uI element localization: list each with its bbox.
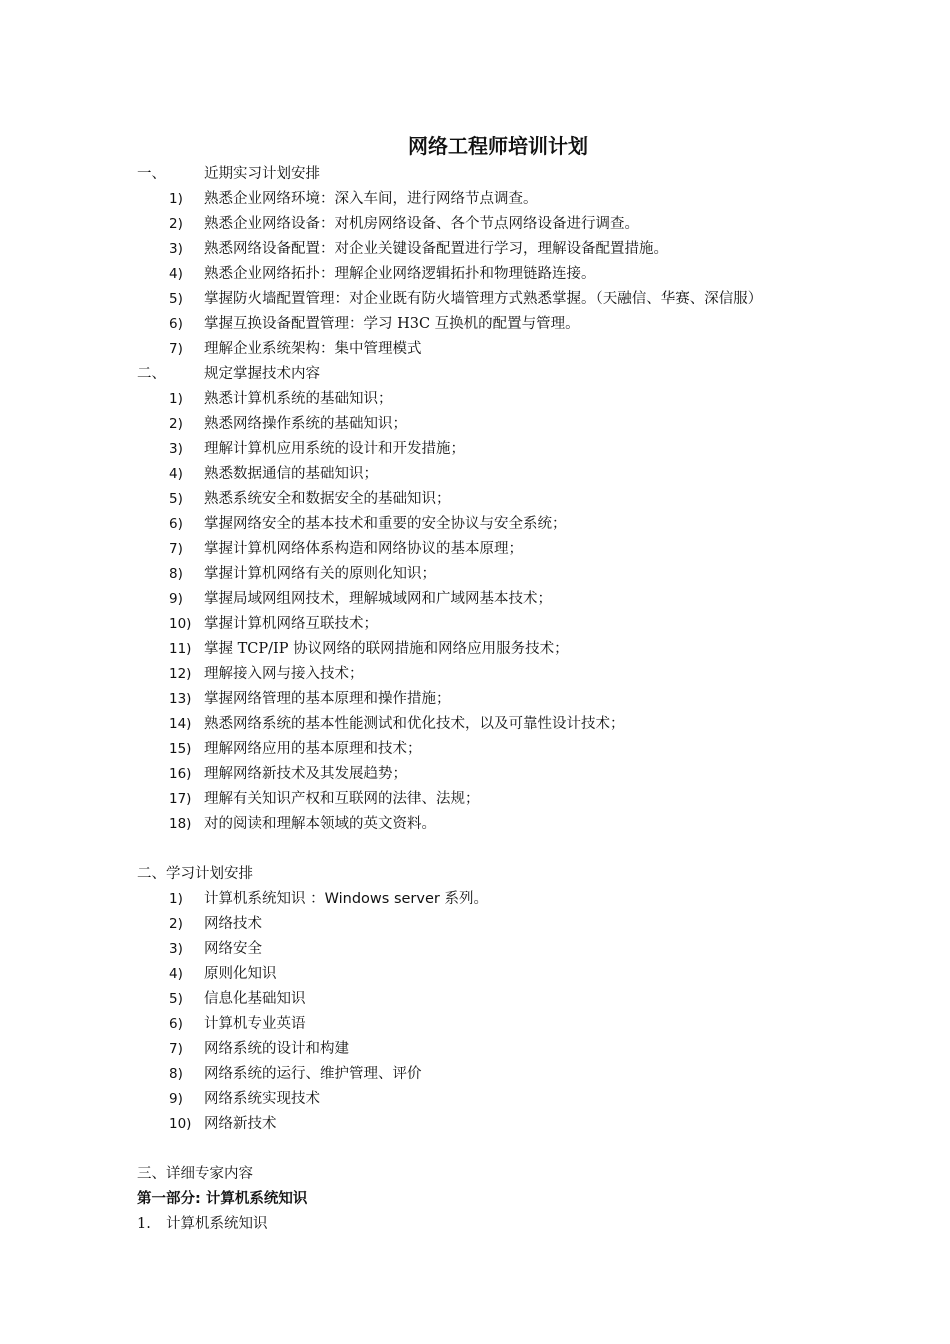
list-item-number: 13) bbox=[169, 691, 192, 707]
section-label: 规定掌握技术内容 bbox=[204, 366, 320, 382]
list-item-number: 2) bbox=[169, 916, 183, 932]
section-number: 一、 bbox=[137, 166, 166, 182]
list-item-number: 10) bbox=[169, 616, 192, 632]
list-item bbox=[137, 1087, 917, 1112]
list-item bbox=[137, 787, 917, 812]
list-item-number: 5) bbox=[169, 991, 183, 1007]
list-item-text: 计算机系统知识 ：Windows server 系列。 bbox=[204, 891, 488, 907]
list-item-number: 11) bbox=[169, 641, 192, 657]
list-item-text: 熟悉企业网络环境：深入车间，进行网络节点调查。 bbox=[204, 191, 538, 207]
list-item bbox=[137, 762, 917, 787]
list-item bbox=[137, 237, 917, 262]
list-item-number: 4) bbox=[169, 266, 183, 282]
list-item-text: 掌握防火墙配置管理：对企业既有防火墙管理方式熟悉掌握。（天融信、华赛、深信服） bbox=[204, 291, 763, 307]
list-item-text: 网络系统的运行、维护管理、评价 bbox=[204, 1066, 422, 1082]
list-item-number: 9) bbox=[169, 591, 183, 607]
list-item bbox=[137, 262, 917, 287]
blank-line bbox=[137, 837, 917, 862]
section-heading bbox=[137, 1162, 917, 1187]
sub-number: 1. bbox=[137, 1216, 151, 1232]
list-item-number: 5) bbox=[169, 291, 183, 307]
list-item-text: 掌握网络安全的基本技术和重要的安全协议与安全系统； bbox=[204, 516, 567, 532]
list-item bbox=[137, 1112, 917, 1137]
list-item-text: 原则化知识 bbox=[204, 966, 277, 982]
list-item bbox=[137, 887, 917, 912]
blank-line bbox=[137, 1137, 917, 1162]
list-item bbox=[137, 462, 917, 487]
list-item bbox=[137, 612, 917, 637]
list-item-text: 理解网络新技术及其发展趋势； bbox=[204, 766, 407, 782]
list-item-number: 4) bbox=[169, 466, 183, 482]
section-label: 二、学习计划安排 bbox=[137, 866, 253, 882]
list-item-text: 理解企业系统架构：集中管理模式 bbox=[204, 341, 422, 357]
list-item-number: 14) bbox=[169, 716, 192, 732]
list-item-text: 熟悉系统安全和数据安全的基础知识； bbox=[204, 491, 451, 507]
list-item-text: 理解有关知识产权和互联网的法律、法规； bbox=[204, 791, 480, 807]
list-item-text: 对的阅读和理解本领域的英文资料。 bbox=[204, 816, 436, 832]
page-title: 网络工程师培训计划 bbox=[408, 134, 588, 158]
section-heading bbox=[137, 162, 917, 187]
list-item-number: 6) bbox=[169, 516, 183, 532]
list-item bbox=[137, 712, 917, 737]
list-item-number: 6) bbox=[169, 316, 183, 332]
list-item bbox=[137, 187, 917, 212]
list-item-text: 熟悉网络系统的基本性能测试和优化技术，以及可靠性设计技术； bbox=[204, 716, 625, 732]
list-item bbox=[137, 437, 917, 462]
list-item-number: 10) bbox=[169, 1116, 192, 1132]
list-item-text: 掌握计算机网络有关的原则化知识； bbox=[204, 566, 436, 582]
part-heading: 第一部分: 计算机系统知识 bbox=[137, 1191, 308, 1207]
list-item bbox=[137, 412, 917, 437]
list-item bbox=[137, 287, 917, 312]
section3-list bbox=[137, 887, 917, 1137]
list-item-number: 4) bbox=[169, 966, 183, 982]
list-item-number: 1) bbox=[169, 891, 183, 907]
list-item-text: 网络系统的设计和构建 bbox=[204, 1041, 349, 1057]
list-item-number: 1) bbox=[169, 391, 183, 407]
section2-list bbox=[137, 387, 917, 837]
list-item-text: 掌握 TCP/IP 协议网络的联网措施和网络应用服务技术； bbox=[204, 641, 569, 657]
sub-text: 计算机系统知识 bbox=[166, 1216, 268, 1232]
list-item bbox=[137, 737, 917, 762]
list-item-text: 网络技术 bbox=[204, 916, 262, 932]
list-item-number: 8) bbox=[169, 566, 183, 582]
section1-list bbox=[137, 187, 917, 362]
list-item bbox=[137, 937, 917, 962]
section-label: 三、详细专家内容 bbox=[137, 1166, 253, 1182]
list-item bbox=[137, 212, 917, 237]
list-item-number: 2) bbox=[169, 216, 183, 232]
list-item-text: 理解计算机应用系统的设计和开发措施； bbox=[204, 441, 465, 457]
list-item-number: 7) bbox=[169, 1041, 183, 1057]
section-label: 近期实习计划安排 bbox=[204, 166, 320, 182]
list-item bbox=[137, 962, 917, 987]
list-item bbox=[137, 912, 917, 937]
document-body bbox=[137, 162, 917, 1237]
list-item-text: 熟悉企业网络拓扑：理解企业网络逻辑拓扑和物理链路连接。 bbox=[204, 266, 596, 282]
list-item-text: 掌握网络管理的基本原理和操作措施； bbox=[204, 691, 451, 707]
list-item-number: 3) bbox=[169, 941, 183, 957]
list-item-text: 掌握互换设备配置管理：学习 H3C 互换机的配置与管理。 bbox=[204, 316, 580, 332]
list-item-number: 7) bbox=[169, 541, 183, 557]
list-item bbox=[137, 1012, 917, 1037]
section-heading bbox=[137, 862, 917, 887]
list-item-text: 熟悉网络操作系统的基础知识； bbox=[204, 416, 407, 432]
list-item bbox=[137, 987, 917, 1012]
list-item-number: 3) bbox=[169, 241, 183, 257]
list-item-number: 1) bbox=[169, 191, 183, 207]
list-item-text: 网络安全 bbox=[204, 941, 262, 957]
list-item-text: 熟悉企业网络设备：对机房网络设备、各个节点网络设备进行调查。 bbox=[204, 216, 639, 232]
list-item bbox=[137, 312, 917, 337]
list-item bbox=[137, 537, 917, 562]
list-item bbox=[137, 487, 917, 512]
list-item-number: 15) bbox=[169, 741, 192, 757]
list-item-number: 5) bbox=[169, 491, 183, 507]
list-item bbox=[137, 662, 917, 687]
list-item-number: 6) bbox=[169, 1016, 183, 1032]
list-item bbox=[137, 512, 917, 537]
list-item bbox=[137, 637, 917, 662]
list-item-text: 熟悉网络设备配置：对企业关键设备配置进行学习，理解设备配置措施。 bbox=[204, 241, 668, 257]
list-item-text: 网络系统实现技术 bbox=[204, 1091, 320, 1107]
list-item-text: 网络新技术 bbox=[204, 1116, 277, 1132]
list-item bbox=[137, 1037, 917, 1062]
list-item bbox=[137, 1062, 917, 1087]
list-item-text: 理解网络应用的基本原理和技术； bbox=[204, 741, 422, 757]
list-item-number: 17) bbox=[169, 791, 192, 807]
list-item-number: 8) bbox=[169, 1066, 183, 1082]
list-item-text: 计算机专业英语 bbox=[204, 1016, 306, 1032]
section-heading bbox=[137, 362, 917, 387]
list-item bbox=[137, 337, 917, 362]
list-item bbox=[137, 687, 917, 712]
list-item-number: 18) bbox=[169, 816, 192, 832]
list-item-number: 12) bbox=[169, 666, 192, 682]
list-item-text: 掌握局域网组网技术，理解城域网和广域网基本技术； bbox=[204, 591, 552, 607]
section-number: 二、 bbox=[137, 366, 166, 382]
list-item-text: 熟悉数据通信的基础知识； bbox=[204, 466, 378, 482]
list-item-text: 信息化基础知识 bbox=[204, 991, 306, 1007]
list-item bbox=[137, 562, 917, 587]
sub-heading bbox=[137, 1212, 917, 1237]
list-item bbox=[137, 387, 917, 412]
list-item-number: 2) bbox=[169, 416, 183, 432]
list-item-number: 9) bbox=[169, 1091, 183, 1107]
list-item-number: 3) bbox=[169, 441, 183, 457]
list-item-number: 7) bbox=[169, 341, 183, 357]
list-item bbox=[137, 587, 917, 612]
list-item-number: 16) bbox=[169, 766, 192, 782]
list-item-text: 熟悉计算机系统的基础知识； bbox=[204, 391, 393, 407]
list-item bbox=[137, 812, 917, 837]
list-item-text: 掌握计算机网络互联技术； bbox=[204, 616, 378, 632]
list-item-text: 理解接入网与接入技术； bbox=[204, 666, 364, 682]
list-item-text: 掌握计算机网络体系构造和网络协议的基本原理； bbox=[204, 541, 523, 557]
